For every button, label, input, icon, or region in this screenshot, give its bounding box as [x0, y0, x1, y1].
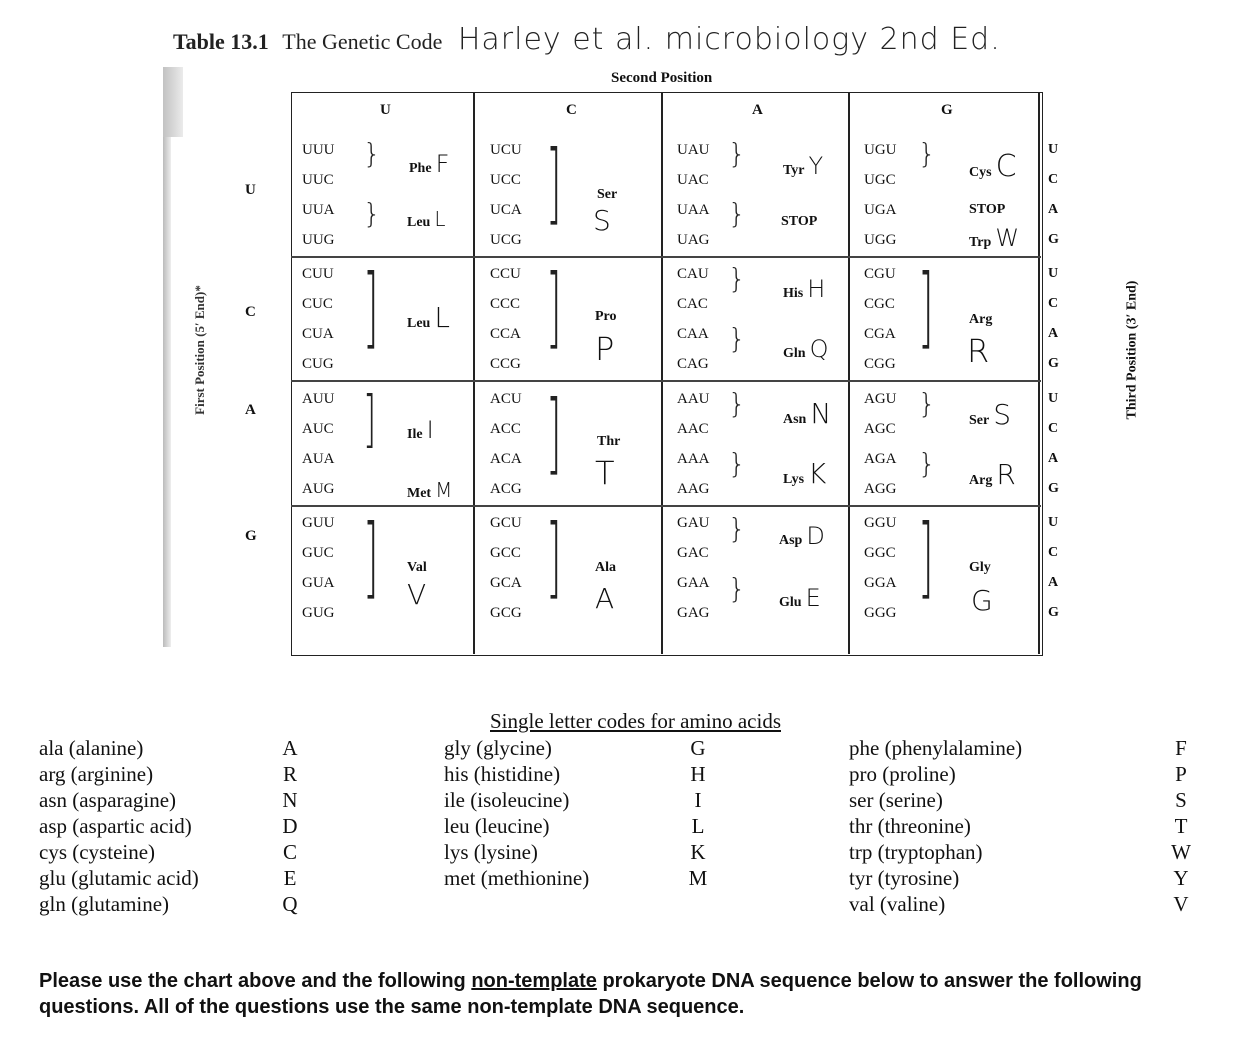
key-letter: V [1173, 892, 1189, 916]
codon: CUA [302, 326, 334, 342]
codon: GAG [677, 605, 710, 621]
codon: CCA [490, 326, 521, 342]
underlined-term: non-template [471, 970, 597, 992]
codon: GGU [864, 515, 897, 531]
key-entry: lys (lysine) [444, 840, 538, 864]
codon: GUA [302, 575, 335, 591]
key-letter: L [691, 814, 705, 838]
codon: UAA [677, 202, 710, 218]
col-header-g: G [941, 102, 953, 118]
codon: GGA [864, 575, 897, 591]
key-letter: N [282, 788, 298, 812]
aa-ala: Ala [595, 560, 616, 575]
aa-ile: Ile I [407, 416, 434, 444]
codon: AUG [302, 481, 335, 497]
codon: UCG [490, 232, 522, 248]
grid-divider [473, 92, 475, 654]
codon: UGA [864, 202, 897, 218]
aa-lys: Lys K [783, 457, 827, 490]
key-letters-2 [683, 735, 713, 891]
codon: AAA [677, 451, 710, 467]
codon: UGU [864, 142, 897, 158]
third-letter: C [1048, 545, 1059, 560]
key-entry: arg (arginine) [39, 762, 154, 786]
hw-val: V [407, 578, 427, 611]
genetic-code-scan: Table 13.1 The Genetic Code Harley et al. microbiology 2nd Ed. Second Position First Position (5′ End)* Third Position (3′ End) U C A G U C A G UUU UUC UUA UUG } } Phe F Leu L UCU UCC UCA UCG ] Ser S UAU UAC UAA UAG } } Tyr Y STOP UGU UGC UGA UGG } Cys C STOP Trp W CUU CUC CUA CUG ] Leu L CCU CCC CCA CCG ] Pro P CAU CAC CAA CAG } } His H Gln Q CGU CGC CGA CGG ] Arg R AUU AUC AUA AUG ] Ile I Met M ACU ACC ACA ACG ] Thr T AAU AAC AAA AAG } } Asn N Lys K AGU AGC AGA AGG } } Ser S Arg R GUU GUC GUA GUG ] Val V GCU GCC GCA GCG ] Ala A GAU GAC GAA GAG } } Asp D Glu E GGU GGC GGA GGG ] Gly G U C A G U C A G U C A G U C A G [163, 12, 1181, 652]
codon: GGG [864, 605, 897, 621]
hw-gly: G [971, 584, 993, 617]
aa-gly: Gly [969, 560, 991, 575]
key-letter: S [1175, 788, 1187, 812]
aa-stop: STOP [781, 214, 818, 229]
codon: GCA [490, 575, 522, 591]
codon: UCC [490, 172, 521, 188]
aa-stop: STOP [969, 202, 1006, 217]
codon: CGA [864, 326, 896, 342]
codon: UUU [302, 142, 335, 158]
third-letter: A [1048, 451, 1059, 466]
third-letter: A [1048, 202, 1059, 217]
codon: UGG [864, 232, 897, 248]
third-letter: U [1048, 142, 1059, 157]
aa-ser: Ser [597, 187, 618, 202]
key-letter: R [282, 762, 297, 786]
grid-divider [848, 92, 850, 654]
aa-trp: Trp W [969, 224, 1020, 252]
codon: AGU [864, 391, 897, 407]
key-letter: E [283, 866, 297, 890]
third-letter: G [1048, 605, 1059, 620]
codon: CGU [864, 266, 896, 282]
third-letter: U [1048, 515, 1059, 530]
second-position-label: Second Position [611, 70, 713, 86]
col-header-u: U [380, 102, 391, 118]
codon: AGG [864, 481, 897, 497]
codon: CUC [302, 296, 333, 312]
hw-ala: A [595, 582, 615, 615]
codon: AUU [302, 391, 335, 407]
col-header-a: A [752, 102, 763, 118]
aa-glu: Glu E [779, 584, 821, 612]
codon: UAC [677, 172, 709, 188]
aa-his: His H [783, 275, 826, 303]
codon: CAC [677, 296, 708, 312]
hw-arg: R [967, 332, 990, 370]
codon: CUG [302, 356, 334, 372]
codon: AAU [677, 391, 710, 407]
aa-phe: Phe F [409, 150, 450, 178]
key-letter: K [690, 840, 706, 864]
row-header-g: G [245, 528, 257, 544]
scan-edge [163, 137, 171, 647]
key-letter: A [282, 736, 298, 760]
aa-tyr: Tyr Y [783, 152, 824, 180]
key-entry: pro (proline) [849, 762, 956, 786]
table-title [173, 22, 1001, 57]
codon: ACA [490, 451, 522, 467]
codon: CGG [864, 356, 896, 372]
key-letter: P [1175, 762, 1187, 786]
third-letter: C [1048, 421, 1059, 436]
key-col-2 [444, 735, 589, 891]
key-entry: met (methionine) [444, 866, 590, 890]
key-entry: val (valine) [849, 892, 946, 916]
key-letter: I [694, 788, 702, 812]
third-letter: G [1048, 232, 1059, 247]
key-letter: H [690, 762, 706, 786]
aa-val: Val [407, 560, 427, 575]
third-letter: U [1048, 391, 1059, 406]
key-entry: phe (phenylalamine) [849, 736, 1023, 760]
hw-ser: S [593, 204, 611, 237]
codon: ACU [490, 391, 522, 407]
codon: GUC [302, 545, 334, 561]
codon: GAA [677, 575, 710, 591]
key-col-1 [39, 735, 199, 917]
codon: UUG [302, 232, 335, 248]
key-entry: asp (aspartic acid) [39, 814, 192, 838]
aa-arg: Arg [969, 312, 993, 327]
key-letter: C [282, 840, 297, 864]
key-letter: Q [282, 892, 298, 916]
third-letter: U [1048, 266, 1059, 281]
codon: CCU [490, 266, 521, 282]
codon: CUU [302, 266, 334, 282]
aa-met: Met M [407, 478, 453, 502]
row-header-c: C [245, 304, 256, 320]
key-letter: T [1174, 814, 1188, 838]
codon: ACG [490, 481, 522, 497]
scan-artifact [163, 67, 183, 137]
codon: UCU [490, 142, 522, 158]
key-entry: gly (glycine) [444, 736, 552, 760]
codon: AGA [864, 451, 897, 467]
key-title: Single letter codes for amino acids [490, 709, 781, 733]
codon: CCC [490, 296, 521, 312]
key-letter: F [1175, 736, 1187, 760]
codon: GUU [302, 515, 335, 531]
row-header-u: U [245, 182, 256, 198]
codon: GCU [490, 515, 522, 531]
codon: GAU [677, 515, 710, 531]
key-entry: glu (glutamic acid) [39, 866, 199, 890]
key-col-3 [849, 735, 1022, 917]
key-letter: M [688, 866, 708, 890]
key-entry: his (histidine) [444, 762, 561, 786]
key-entry: ile (isoleucine) [444, 788, 570, 812]
key-entry: cys (cysteine) [39, 840, 156, 864]
key-entry: ser (serine) [849, 788, 943, 812]
codon: AUA [302, 451, 335, 467]
key-entry: gln (glutamine) [39, 892, 170, 916]
codon: UGC [864, 172, 896, 188]
aa-asp: Asp D [779, 522, 825, 550]
hw-thr: T [595, 454, 615, 492]
codon: GUG [302, 605, 335, 621]
grid-divider [291, 505, 1041, 507]
third-letter: G [1048, 481, 1059, 496]
codon: UCA [490, 202, 522, 218]
key-letter: Y [1173, 866, 1189, 890]
third-letter: G [1048, 356, 1059, 371]
key-letters-1 [275, 735, 305, 917]
third-position-label: Third Position (3′ End) [1124, 280, 1140, 420]
codon: GCC [490, 545, 521, 561]
codon: AAC [677, 421, 709, 437]
codon: CGC [864, 296, 895, 312]
codon: UAG [677, 232, 710, 248]
key-entry: trp (tryptophan) [849, 840, 983, 864]
col-header-c: C [566, 102, 577, 118]
key-entry: asn (asparagine) [39, 788, 177, 812]
aa-pro: Pro [595, 309, 617, 324]
grid-divider [661, 92, 663, 654]
table-label: Table 13.1 [173, 29, 269, 54]
key-letter: W [1171, 840, 1191, 864]
grid-divider [291, 380, 1041, 382]
codon: AGC [864, 421, 896, 437]
grid-divider [1038, 92, 1040, 654]
codon: GAC [677, 545, 709, 561]
key-entry: tyr (tyrosine) [849, 866, 960, 890]
first-position-label: First Position (5′ End)* [191, 285, 207, 415]
aa-arg: Arg R [969, 458, 1016, 491]
handwritten-note: Harley et al. microbiology 2nd Ed. [457, 22, 1001, 57]
third-letter: C [1048, 296, 1059, 311]
key-letter: G [690, 736, 706, 760]
third-letter: A [1048, 326, 1059, 341]
aa-leu: Leu L [407, 207, 446, 231]
codon: CAU [677, 266, 709, 282]
codon: GCG [490, 605, 522, 621]
aa-asn: Asn N [783, 397, 832, 430]
codon: CAG [677, 356, 709, 372]
hw-pro: P [595, 330, 615, 368]
codon: UAU [677, 142, 710, 158]
key-entry: leu (leucine) [444, 814, 550, 838]
codon: AUC [302, 421, 334, 437]
key-letters-3 [1166, 735, 1196, 917]
third-letter: C [1048, 172, 1059, 187]
aa-ser: Ser S [969, 398, 1011, 431]
aa-leu: Leu L [407, 301, 450, 334]
key-entry: ala (alanine) [39, 736, 144, 760]
codon: UUC [302, 172, 334, 188]
codon: CCG [490, 356, 521, 372]
codon: AAG [677, 481, 710, 497]
third-letter: A [1048, 575, 1059, 590]
row-header-a: A [245, 402, 256, 418]
aa-gln: Gln Q [783, 335, 829, 363]
codon: CAA [677, 326, 709, 342]
codon: ACC [490, 421, 521, 437]
key-entry: thr (threonine) [849, 814, 971, 838]
table-title-text: The Genetic Code [282, 29, 443, 54]
aa-thr: Thr [597, 434, 621, 449]
key-letter: D [282, 814, 298, 838]
aa-cys: Cys C [969, 149, 1017, 184]
instructions: Please use the chart above and the following non-template prokaryote DNA sequence below to answer the following questions. All of the questions use the same non-template DNA sequence. [39, 970, 1142, 1018]
codon: UUA [302, 202, 335, 218]
codon: GGC [864, 545, 896, 561]
